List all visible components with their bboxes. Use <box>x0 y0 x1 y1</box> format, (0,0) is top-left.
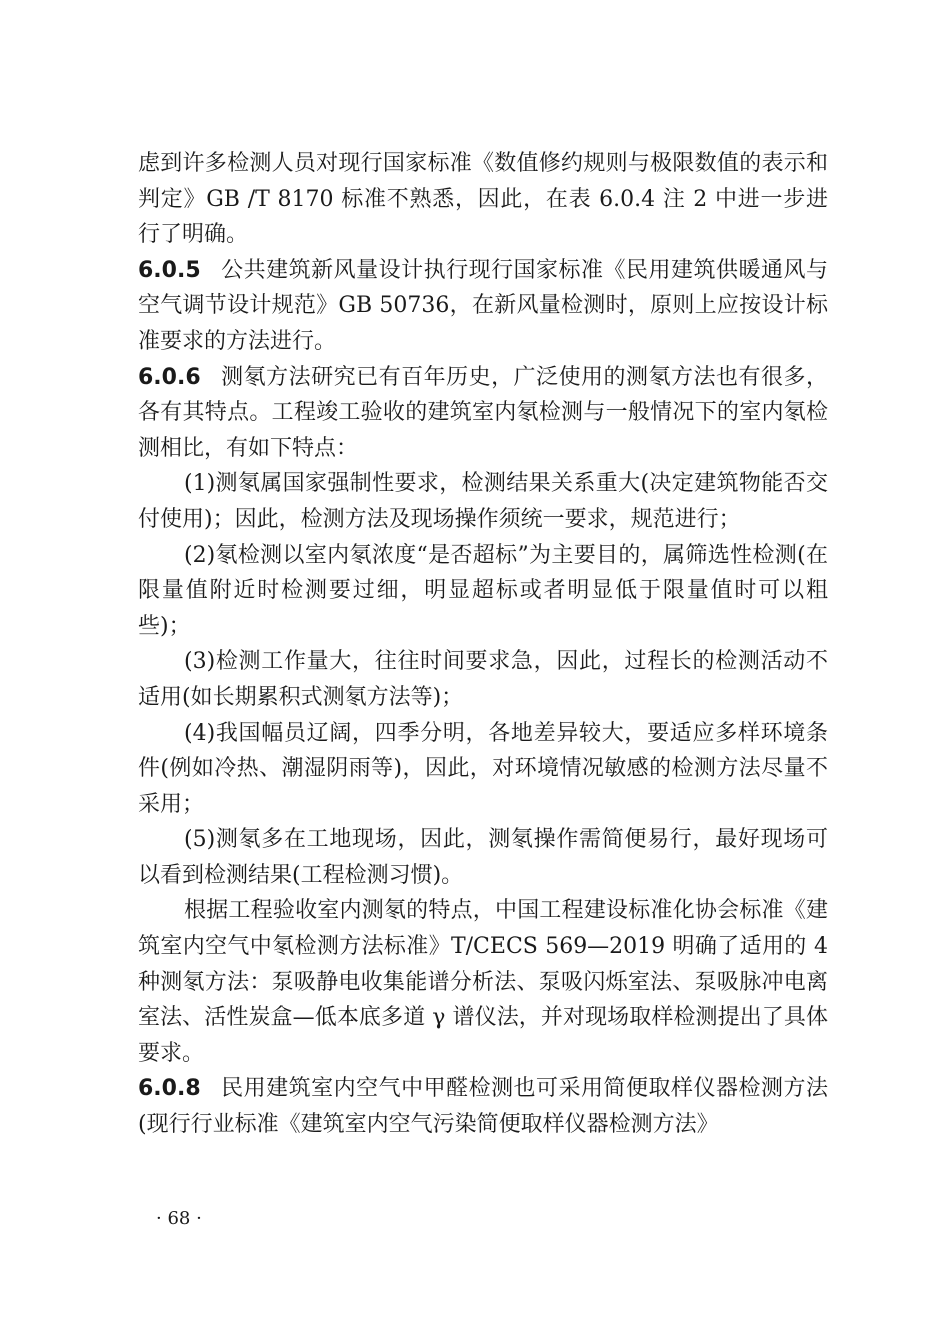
paragraph-standard <box>138 893 828 1071</box>
clause-6-0-6 <box>138 360 828 467</box>
page-number: · 68 · <box>156 1208 202 1229</box>
clause-6-0-5 <box>138 253 828 360</box>
list-item-text: (2)氡检测以室内氡浓度“是否超标”为主要目的，属筛选性检测(在限量值附近时检测要过细，明显超标或者明显低于限量值时可以粗些)； <box>138 542 828 639</box>
list-item-text: (5)测氡多在工地现场，因此，测氡操作需简便易行，最好现场可以看到检测结果(工程检测习惯)。 <box>138 827 828 888</box>
paragraph-continuation <box>138 146 828 253</box>
clause-text: 测氡方法研究已有百年历史，广泛使用的测氡方法也有很多，各有其特点。工程竣工验收的建筑室内氡检测与一般情况下的室内氡检测相比，有如下特点： <box>138 364 828 461</box>
list-item-4 <box>138 716 828 823</box>
list-item-text: (3)检测工作量大，往往时间要求急，因此，过程长的检测活动不适用(如长期累积式测氡方法等)； <box>138 649 828 710</box>
list-item-text: (1)测氡属国家强制性要求，检测结果关系重大(决定建筑物能否交付使用)；因此，检测方法及现场操作须统一要求，规范进行； <box>138 471 828 532</box>
list-item-1 <box>138 466 828 537</box>
clause-number: 6.0.6 <box>138 364 201 390</box>
clause-text: 公共建筑新风量设计执行现行国家标准《民用建筑供暖通风与空气调节设计规范》GB 50736，在新风量检测时，原则上应按设计标准要求的方法进行。 <box>138 257 828 354</box>
page-body <box>138 146 828 1143</box>
clause-6-0-8 <box>138 1071 828 1142</box>
clause-number: 6.0.5 <box>138 257 201 283</box>
list-item-text: (4)我国幅员辽阔，四季分明，各地差异较大，要适应多样环境条件(例如冷热、潮湿阴雨等)，因此，对环境情况敏感的检测方法尽量不采用； <box>138 720 828 817</box>
paragraph-text: 虑到许多检测人员对现行国家标准《数值修约规则与极限数值的表示和判定》GB /T 8170 标准不熟悉，因此，在表 6.0.4 注 2 中进一步进行了明确。 <box>138 151 828 248</box>
list-item-5 <box>138 822 828 893</box>
paragraph-text: 根据工程验收室内测氡的特点，中国工程建设标准化协会标准《建筑室内空气中氡检测方法标准》T/CECS 569—2019 明确了适用的 4 种测氡方法：泵吸静电收集能谱分析法、泵吸闪烁室法、泵吸脉冲电离室法、活性炭盒—低本底多道 γ 谱仪法，并对现场取样检测提出了具体要求。 <box>138 898 828 1066</box>
list-item-3 <box>138 644 828 715</box>
clause-number: 6.0.8 <box>138 1076 201 1102</box>
list-item-2 <box>138 538 828 645</box>
clause-text: 民用建筑室内空气中甲醛检测也可采用简便取样仪器检测方法(现行行业标准《建筑室内空气污染简便取样仪器检测方法》 <box>138 1076 828 1138</box>
